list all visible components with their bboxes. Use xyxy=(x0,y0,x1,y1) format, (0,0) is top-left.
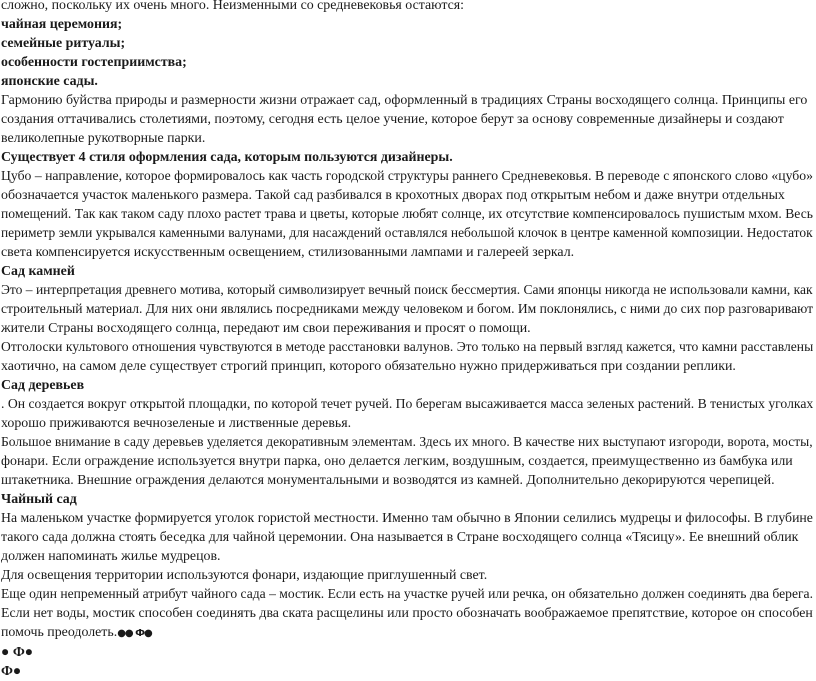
text-line: Еще один непременный атрибут чайного сада – мостик. Если есть на участке ручей или речка, он обязательно должен соединять два берега. xyxy=(1,587,813,602)
text-line: такого сада должна стоять беседка для чайной церемонии. Она называется в Стране восходящего солнца «Тясицу». Ее внешний облик xyxy=(1,530,799,545)
text-line: периметр земли укрывался каменными валунами, для насаждений оставлялся небольшой клочок в центре каменной композиции. Недостаток xyxy=(1,226,813,241)
text-line: Если нет воды, мостик способен соединять два ската расщелины или просто обозначать воображаемое препятствие, которое он способен xyxy=(1,606,813,621)
heading-four-styles: Существует 4 стиля оформления сада, которым пользуются дизайнеры. xyxy=(1,150,453,165)
document-body xyxy=(1,0,813,681)
text-line: На маленьком участке формируется уголок гористой местности. Именно там обычно в Японии селились мудрецы и философы. В глубине xyxy=(1,511,813,526)
text-line: жители Страны восходящего солнца, передают им свои переживания и просят о помощи. xyxy=(1,321,531,336)
text-line: фонари. Если ограждение используется внутри парка, оно делается легким, воздушным, создается, преимущественно из бамбука или xyxy=(1,454,793,469)
list-item-hospitality: особенности гостеприимства; xyxy=(1,55,187,70)
tail-text: помочь преодолеть. xyxy=(1,625,118,640)
heading-rock-garden: Сад камней xyxy=(1,264,75,279)
text-line: Гармонию буйства природы и размерности жизни отражает сад, оформленный в традициях Страны восходящего солнца. Принципы его xyxy=(1,93,808,108)
list-item-tea-ceremony: чайная церемония; xyxy=(1,17,123,32)
text-line: помещений. Так как таком саду плохо растет трава и цветы, которые любят солнце, их отсутствие компенсировалось пушистым мхом. Весь xyxy=(1,207,813,222)
symbol-line: Ф● xyxy=(1,664,22,679)
bullet-symbols: ●● Ф● xyxy=(117,628,152,639)
heading-tree-garden: Сад деревьев xyxy=(1,378,85,393)
list-item-family-rituals: семейные ритуалы; xyxy=(1,36,126,51)
text-line: должен напоминать жилье мудрецов. xyxy=(1,549,221,564)
text-line: великолепные рукотворные парки. xyxy=(1,131,206,146)
text-line: обозначается участок маленького размера. Такой сад разбивался в крохотных дворах под открытым небом и даже внутри отдельных xyxy=(1,188,785,203)
text-line-intro: сложно, поскольку их очень много. Неизменными со средневековья остаются: xyxy=(1,0,465,13)
text-line: Для освещения территории используются фонари, издающие приглушенный свет. xyxy=(1,568,488,583)
text-line-tail xyxy=(1,623,813,643)
text-line: хаотично, на самом деле существует строгий принцип, которого обязательно нужно придерживаться при создании реплики. xyxy=(1,359,736,374)
text-line: Отголоски культового отношения чувствуются в методе расстановки валунов. Это только на первый взгляд кажется, что камни расставлены xyxy=(1,340,814,355)
text-line: . Он создается вокруг открытой площадки, по которой течет ручей. По берегам высаживается масса зеленых растений. В тенистых уголках xyxy=(1,397,814,412)
text-line: Это – интерпретация древнего мотива, который символизирует вечный поиск бессмертия. Сами японцы никогда не использовали камни, как xyxy=(1,283,813,298)
text-line: Цубо – направление, которое формировалось как часть городской структуры раннего Средневековья. В переводе с японского слово «цубо» xyxy=(1,169,813,184)
text-line: строительный материал. Для них они являлись посредниками между человеком и богом. Им поклонялись, с ними до сих пор разговаривают xyxy=(1,302,814,317)
symbol-line: ● Ф● xyxy=(1,645,34,660)
heading-tea-garden: Чайный сад xyxy=(1,492,77,507)
text-line: создания оттачивались столетиями, поэтому, сегодня есть целое учение, которое берут за основу современные дизайнеры и создают xyxy=(1,112,784,127)
text-line: хорошо приживаются вечнозеленые и лиственные деревья. xyxy=(1,416,352,431)
text-line: света компенсируется искусственным освещением, стилизованными лампами и галереей зеркал. xyxy=(1,245,575,260)
text-line: Большое внимание в саду деревьев уделяется декоративным элементам. Здесь их много. В качестве них выступают изгороди, ворота, мосты, xyxy=(1,435,813,450)
text-line: штакетника. Внешние ограждения делаются монументальными и возводятся из камней. Дополнительно декорируются черепицей. xyxy=(1,473,775,488)
list-item-japanese-gardens: японские сады. xyxy=(1,74,98,89)
